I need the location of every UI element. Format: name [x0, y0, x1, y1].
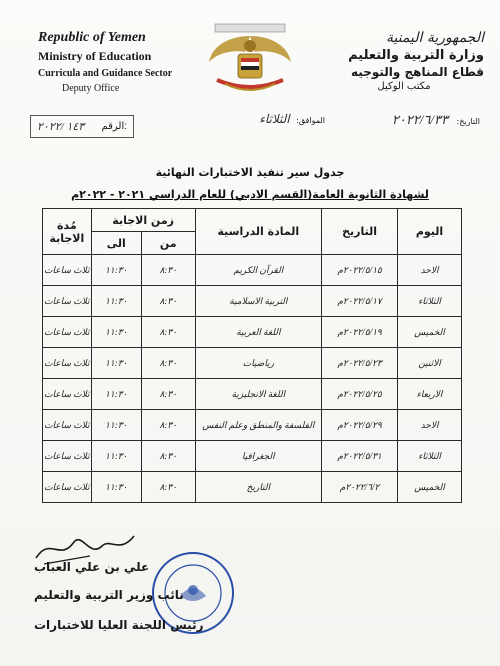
cell-subject: رياضيات [195, 348, 321, 379]
table-row [43, 286, 462, 317]
header-to: الى [91, 232, 141, 255]
cell-duration: ثلاث ساعات [43, 255, 92, 286]
cell-to: ١١:٣٠ [91, 255, 141, 286]
cell-from: ٨:٣٠ [141, 441, 195, 472]
cell-duration: ثلاث ساعات [43, 348, 92, 379]
cell-to: ١١:٣٠ [91, 317, 141, 348]
cell-from: ٨:٣٠ [141, 410, 195, 441]
date-line [330, 112, 480, 128]
reference-number-value: ١٤٣ /٢٠٢٢ [37, 121, 85, 133]
document-subtitle: لشهادة الثانوية العامة(القسم الادبي) للعام الدراسي ٢٠٢١ - ٢٠٢٢م [71, 188, 429, 201]
cell-day: الثلاثاء [398, 441, 462, 472]
country-ar: الجمهورية اليمنية [385, 30, 484, 46]
cell-day: الثلاثاء [398, 286, 462, 317]
cell-day: الاحد [398, 255, 462, 286]
table-row [43, 410, 462, 441]
cell-to: ١١:٣٠ [91, 410, 141, 441]
cell-duration: ثلاث ساعات [43, 286, 92, 317]
table-row [43, 379, 462, 410]
arabic-letterhead [324, 30, 484, 92]
cell-from: ٨:٣٠ [141, 472, 195, 503]
header-duration: مُدة الاجابة [43, 209, 92, 255]
cell-subject: الفلسفة والمنطق وعلم النفس [195, 410, 321, 441]
header-date: التاريخ [322, 209, 398, 255]
table-row [43, 472, 462, 503]
cell-duration: ثلاث ساعات [43, 472, 92, 503]
exam-schedule-table [42, 208, 462, 503]
document-title: جدول سير تنفيذ الاختبارات النهائية [155, 166, 345, 179]
header-from: من [141, 232, 195, 255]
ministry-ar: وزارة التربية والتعليم [348, 48, 484, 63]
cell-subject: القرآن الكريم [195, 255, 321, 286]
header-answer-time: زمن الاجابة [91, 209, 195, 232]
cell-to: ١١:٣٠ [91, 348, 141, 379]
sector-en: Curricula and Guidance Sector [38, 68, 173, 79]
cell-to: ١١:٣٠ [91, 379, 141, 410]
cell-to: ١١:٣٠ [91, 472, 141, 503]
ministry-en: Ministry of Education [38, 49, 152, 63]
signatory-name: علي بن علي العباب [34, 560, 150, 574]
signatory-title-2: رئيس اللجنة العليا للاختبارات [34, 618, 204, 632]
cell-subject: الجغرافيا [195, 441, 321, 472]
reference-number-box [30, 115, 134, 138]
english-letterhead [38, 30, 188, 94]
table-header-row [43, 209, 462, 232]
office-ar: مكتب الوكيل [377, 81, 431, 92]
cell-date: ٢٠٢٢/٥/٢٥م [322, 379, 398, 410]
cell-from: ٨:٣٠ [141, 255, 195, 286]
cell-subject: اللغة الانجليزية [195, 379, 321, 410]
cell-day: الاحد [398, 410, 462, 441]
table-row [43, 317, 462, 348]
cell-subject: التاريخ [195, 472, 321, 503]
sector-ar: قطاع المناهج والتوجيه [351, 65, 484, 79]
cell-day: الاربعاء [398, 379, 462, 410]
date-value: ٢٠٢٢/٦/٣٣ [391, 112, 448, 127]
cell-duration: ثلاث ساعات [43, 379, 92, 410]
cell-subject: التربية الاسلامية [195, 286, 321, 317]
cell-duration: ثلاث ساعات [43, 317, 92, 348]
cell-from: ٨:٣٠ [141, 348, 195, 379]
cell-to: ١١:٣٠ [91, 286, 141, 317]
cell-subject: اللغة العربية [195, 317, 321, 348]
cell-from: ٨:٣٠ [141, 286, 195, 317]
cell-date: ٢٠٢٢/٥/١٥م [322, 255, 398, 286]
cell-date: ٢٠٢٢/٥/٢٣م [322, 348, 398, 379]
cell-date: ٢٠٢٢/٥/٢٩م [322, 410, 398, 441]
cell-duration: ثلاث ساعات [43, 441, 92, 472]
country-en: Republic of Yemen [38, 30, 146, 45]
table-row [43, 441, 462, 472]
cell-duration: ثلاث ساعات [43, 410, 92, 441]
cell-date: ٢٠٢٢/٦/٢م [322, 472, 398, 503]
reference-number-label: الرقم: [101, 121, 127, 132]
agree-value: الثلاثاء [259, 112, 290, 126]
header-day: اليوم [398, 209, 462, 255]
table-row [43, 255, 462, 286]
cell-date: ٢٠٢٢/٥/١٩م [322, 317, 398, 348]
agree-label: الموافق: [296, 116, 325, 125]
cell-day: الاثنين [398, 348, 462, 379]
cell-day: الخميس [398, 317, 462, 348]
agree-line [215, 112, 325, 127]
table-row [43, 348, 462, 379]
cell-to: ١١:٣٠ [91, 441, 141, 472]
cell-from: ٨:٣٠ [141, 317, 195, 348]
cell-day: الخميس [398, 472, 462, 503]
cell-date: ٢٠٢٢/٥/٣١م [322, 441, 398, 472]
signatory-title-1: نائب وزير التربية والتعليم [34, 588, 184, 602]
date-label: التاريخ: [456, 117, 480, 126]
header-subject: المادة الدراسية [195, 209, 321, 255]
cell-from: ٨:٣٠ [141, 379, 195, 410]
cell-date: ٢٠٢٢/٥/١٧م [322, 286, 398, 317]
office-en: Deputy Office [62, 83, 120, 94]
yemen-emblem-icon [205, 22, 295, 102]
